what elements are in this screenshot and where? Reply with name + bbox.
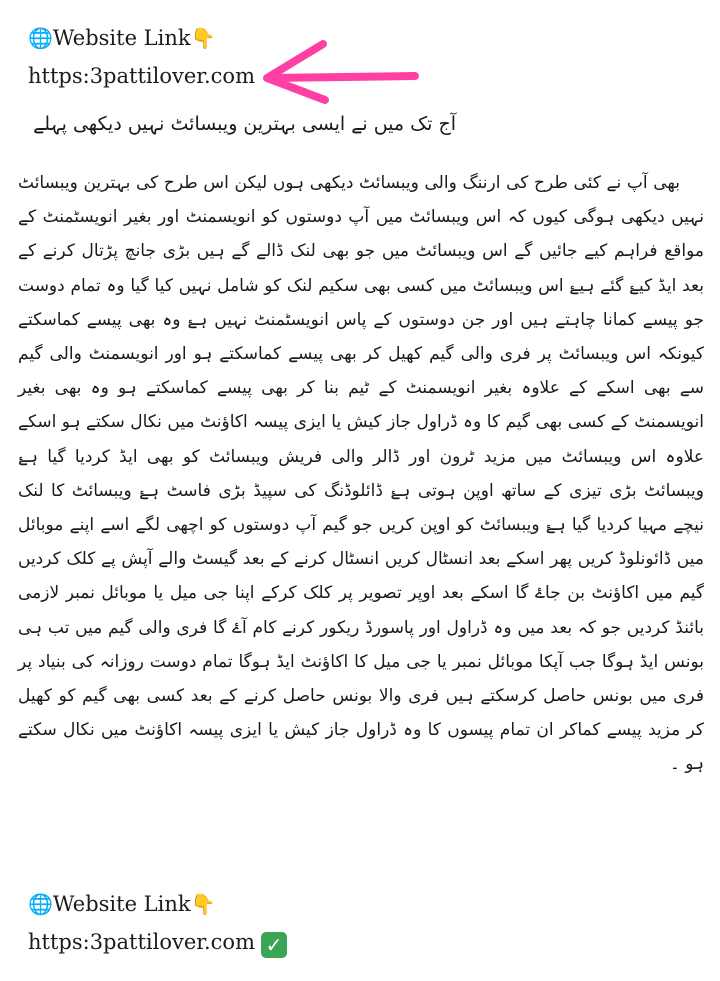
website-url-bottom-row	[28, 928, 287, 958]
website-link-heading-bottom	[28, 890, 216, 918]
article-body: بھی آپ نے کئی طرح کی ارننگ والی ویبسائٹ دیکھی ہوں لیکن اس طرح کی بہترین ویبسائٹ نہیں دیکھی ہوگی کیوں کہ اس ویبسائٹ میں آپ دوستوں کو انویسمنٹ اور بغیر انویسٹمنٹ کے مواقع فراہم کیے جائیں گے اس ویبسائٹ میں جو بھی لنک ڈالے گے ہیں بڑی جانچ پڑتال کرنے کے بعد ایڈ کیۓ گئے ہیۓ اس ویبسائٹ میں کسی بھی سکیم لنک کو شامل نہیں کیا گیا وہ تمام دوست جو پیسے کمانا چاہتے ہیں اور جن دوستوں کے پاس انویسٹمنٹ نہیں ہۓ وہ بھی پیسے کماسکتے کیونکہ اس ویبسائٹ پر فری والی گیم کھیل کر بھی پیسے کماسکتے ہو اور انویسمنٹ والی گیم سے بھی اسکے کے علاوہ بغیر انویسمنٹ کے ٹیم بنا کر بھی پیسے کماسکتے ہو وہ بھی بغیر انویسمنٹ کے کسی بھی گیم کا وہ ڈراول جاز کیش یا ایزی پیسہ اکاؤنٹ میں نکال سکتے ہو اسکے علاوہ اس ویبسائٹ میں مزید ٹرون اور ڈالر والی فریش ویبسائٹ کو بھی ایڈ کردیا گیا ہۓ ویبسائٹ بڑی تیزی کے ساتھ اوپن ہوتی ہۓ ڈائلوڈنگ کی سپیڈ بڑی فاسٹ ہۓ ویبسائٹ کا لنک نیچے مہیا کردیا گیا ہۓ ویبسائٹ کو اوپن کریں جو گیم آپ دوستوں کو اچھی لگے اسے اپنے موبائل میں ڈائونلوڈ کریں پھر اسکے بعد انسٹال کریں انسٹال کرنے کے بعد گیسٹ والے آپش پے کلک کردیں گیم میں اکاؤنٹ بن جاۓ گا اسکے بعد اوپر تصویر پر کلک کرکے اپنا جی میل یا موبائل نمبر لازمی بائنڈ کردیں جو کہ بعد میں وہ ڈراول اور پاسورڈ ریکور کرنے کام آۓ گا فری والی گیم میں تب ہی بونس ایڈ ہوگا جب آپکا موبائل نمبر یا جی میل کا اکاؤنٹ ایڈ ہوگا تمام دوست روزانہ کی بنیاد پر فری میں بونس حاصل کرسکتے ہیں فری والا بونس حاصل کرنے کے بعد کسی بھی گیم کو کھیل کر مزید پیسے کماکر ان تمام پیسوں کا وہ ڈراول جاز کیش یا ایزی پیسہ اکاؤنٹ میں نکال سکتے ہو ۔	[18, 173, 704, 775]
website-url-top[interactable]: https:3pattilover.com	[28, 64, 255, 88]
subtitle-text: آج تک میں نے ایسی بہترین ویبسائٹ نہیں دیکھی پہلے	[33, 113, 456, 135]
website-link-label: Website Link	[52, 26, 191, 50]
website-url-bottom[interactable]: https:3pattilover.com	[28, 930, 255, 954]
globe-icon: 🌐	[28, 26, 53, 50]
pointing-down-icon: 👇	[190, 892, 216, 916]
pink-arrow-icon	[255, 38, 425, 108]
website-link-heading-top	[28, 24, 216, 52]
globe-icon: 🌐	[28, 892, 53, 916]
pointing-down-icon: 👇	[190, 26, 216, 50]
website-link-label: Website Link	[52, 892, 191, 916]
check-mark-icon: ✓	[261, 932, 287, 958]
